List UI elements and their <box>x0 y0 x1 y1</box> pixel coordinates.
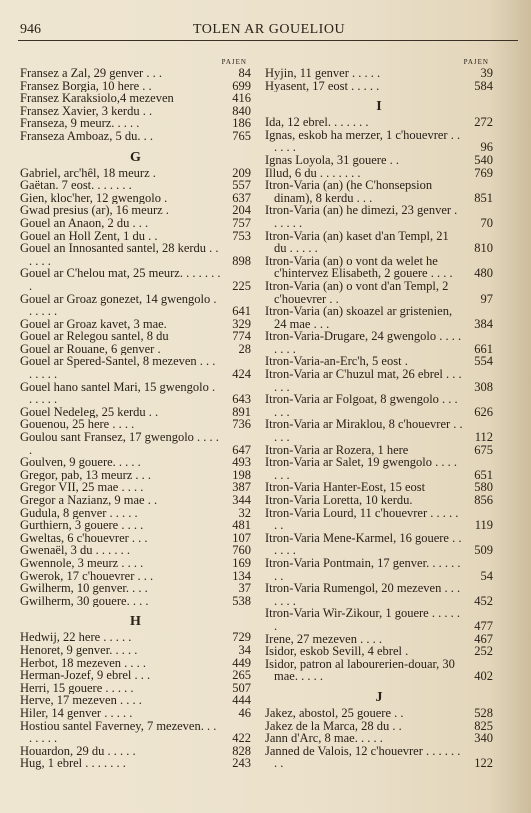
index-entry <box>20 544 251 557</box>
entry-page: 828 <box>232 743 251 758</box>
entry-page: 416 <box>232 91 251 106</box>
entry-page: 225 <box>232 278 251 293</box>
entry-name: Gouel hano santel Mari, 15 gwengolo . . . . . . <box>20 380 216 406</box>
entry-page: 810 <box>474 241 493 256</box>
entry-name: Gouel Nedeleg, 25 kerdu . . <box>20 405 159 419</box>
index-entry <box>20 318 251 331</box>
entry-page: 528 <box>474 705 493 720</box>
entry-name: Gwad presius (ar), 16 meurz . <box>20 204 169 217</box>
index-entry <box>20 469 251 482</box>
entry-name: Itron-Varia ar Salet, 19 gwengolo . . . . . . . <box>265 456 457 482</box>
index-entry <box>265 557 493 582</box>
entry-name: Gwilherm, 30 gouere. . . . <box>20 594 149 608</box>
index-entry <box>20 418 251 431</box>
entry-name: Irene, 27 mezeven . . . . <box>265 632 382 646</box>
index-entry <box>265 154 493 167</box>
index-entry <box>265 230 493 255</box>
entry-page: 480 <box>474 266 493 281</box>
letter-heading-g: G <box>130 149 141 165</box>
page-number: 946 <box>20 22 41 37</box>
entry-page: 243 <box>232 756 251 771</box>
index-entry <box>20 293 251 318</box>
index-entry <box>265 507 493 532</box>
entries-j <box>265 707 493 770</box>
entry-page: 538 <box>232 593 251 608</box>
index-entry <box>265 456 493 481</box>
entry-page: 729 <box>232 630 251 645</box>
index-entry <box>265 481 493 494</box>
entry-name: Itron-Varia Pontmain, 17 genver. . . . . . . . <box>265 556 461 583</box>
entry-page: 509 <box>474 543 493 558</box>
index-entry <box>20 644 251 657</box>
index-entry <box>265 204 493 229</box>
entries-hy <box>265 67 493 92</box>
pajen-label: PAJEN <box>463 58 489 66</box>
entry-name: Itron-Varia-an-Erc'h, 5 eost . <box>265 355 408 369</box>
index-entry <box>265 707 493 720</box>
index-entry <box>265 305 493 330</box>
index-entry <box>20 343 251 356</box>
entry-page: 554 <box>474 354 493 369</box>
index-entry <box>20 481 251 494</box>
entry-page: 651 <box>474 467 493 482</box>
entry-page: 641 <box>232 304 251 319</box>
entry-page: 481 <box>232 518 251 533</box>
entry-name: Itron-Varia (an) o vont d'an Templ, 2 c'houevrer . . <box>265 279 449 306</box>
entry-page: 647 <box>232 442 251 457</box>
index-entry <box>265 255 493 280</box>
entry-name: Itron-Varia ar Folgoat, 8 gwengolo . . . . . . <box>265 393 458 419</box>
entry-name: Gregor a Nazianz, 9 mae . . <box>20 494 158 507</box>
index-entry <box>20 130 251 143</box>
entry-name: Franseza, 9 meurz. . . . . <box>20 117 140 130</box>
entry-name: Isidor, patron al labourerien-douar, 30 mae. . . . . <box>265 657 455 683</box>
index-entry <box>265 355 493 368</box>
entry-name: Gudula, 8 genver . . . . . <box>20 506 138 520</box>
entry-page: 387 <box>232 480 251 495</box>
entry-page: 97 <box>480 291 493 306</box>
index-entry <box>265 732 493 745</box>
entry-name: Hyasent, 17 eost . . . . . <box>265 79 380 93</box>
entry-page: 449 <box>232 655 251 670</box>
pajen-label: PAJEN <box>221 58 247 66</box>
index-entry <box>20 757 251 770</box>
entry-name: Gwennole, 3 meurz . . . . <box>20 556 144 570</box>
entry-name: Hedwij, 22 here . . . . . <box>20 631 132 644</box>
entry-page: 637 <box>232 190 251 205</box>
entry-name: Gregor, pab, 13 meurz . . . <box>20 468 152 482</box>
entry-page: 675 <box>474 442 493 457</box>
index-entry <box>20 105 251 118</box>
entry-page: 272 <box>474 115 493 130</box>
entry-name: Jann d'Arc, 8 mae. . . . . <box>265 732 383 745</box>
index-entry <box>20 167 251 180</box>
entry-name: Gien, kloc'her, 12 gwengolo . <box>20 191 168 205</box>
index-entry <box>20 242 251 267</box>
index-entry <box>20 519 251 532</box>
entry-name: Itron-Varia ar C'huzul mat, 26 ebrel . . . . . . <box>265 368 462 394</box>
index-entry <box>265 494 493 507</box>
page-header <box>20 22 518 38</box>
entry-name: Itron-Varia Rumengol, 20 mezeven . . . . . . . <box>265 582 461 608</box>
entry-page: 422 <box>232 731 251 746</box>
entry-name: Itron-Varia (an) kaset d'an Templ, 21 du . . . . . <box>265 229 449 255</box>
entry-name: Gwilherm, 10 genver. . . . <box>20 582 148 595</box>
index-entry <box>265 745 493 770</box>
entries-f <box>20 67 251 143</box>
entry-page: 898 <box>232 253 251 268</box>
entry-name: Itron-Varia ar Rozera, 1 here <box>265 443 409 457</box>
entry-name: Itron-Varia ar Miraklou, 8 c'houevrer . . . . . <box>265 418 463 444</box>
index-entry <box>20 381 251 406</box>
index-entry <box>20 557 251 570</box>
entry-name: Fransez a Zal, 29 genver . . . <box>20 67 162 80</box>
entry-name: Gouel ar C'helou mat, 25 meurz. . . . . . . . <box>20 267 221 293</box>
entry-name: Gouel ar Groaz kavet, 3 mae. <box>20 317 167 331</box>
entry-name: Hiler, 14 genver . . . . . <box>20 706 133 720</box>
entry-name: Herri, 15 gouere . . . . . <box>20 681 134 695</box>
index-entry <box>265 393 493 418</box>
index-entry <box>20 745 251 758</box>
entry-page: 107 <box>232 530 251 545</box>
entry-page: 851 <box>474 190 493 205</box>
entries-g <box>20 167 251 608</box>
entry-page: 39 <box>480 66 493 80</box>
entry-page: 134 <box>232 568 251 583</box>
index-entry <box>20 682 251 695</box>
entry-name: Henoret, 9 genver. . . . . <box>20 643 138 657</box>
letter-heading-i: I <box>376 99 382 115</box>
entry-page: 198 <box>232 467 251 482</box>
index-entry <box>265 67 493 80</box>
index-entry <box>20 355 251 380</box>
entry-name: Gabriel, arc'hêl, 18 meurz . <box>20 166 156 180</box>
entry-name: Jakez, abostol, 25 gouere . . <box>265 706 404 720</box>
entry-page: 774 <box>232 329 251 344</box>
entry-name: Gouel ar Spered-Santel, 8 mezeven . . . . . . . . <box>20 355 216 381</box>
index-entry <box>265 330 493 355</box>
entry-name: Itron-Varia Wir-Zikour, 1 gouere . . . . . . <box>265 607 460 633</box>
entry-name: Herve, 17 mezeven . . . . <box>20 694 142 707</box>
entry-page: 204 <box>232 203 251 218</box>
index-entry <box>265 444 493 457</box>
index-entry <box>265 720 493 733</box>
entry-page: 753 <box>232 228 251 243</box>
entry-page: 96 <box>480 140 493 155</box>
index-entry <box>265 645 493 658</box>
entry-name: Janned de Valois, 12 c'houevrer . . . . . . . . <box>265 744 461 770</box>
entry-name: Ignas, eskob ha merzer, 1 c'houevrer . . . . . . <box>265 128 461 154</box>
index-entry <box>20 595 251 608</box>
index-entry <box>265 368 493 393</box>
entry-page: 54 <box>480 568 493 583</box>
entry-name: Fransez Karaksiolo,4 mezeven <box>20 92 174 105</box>
entry-page: 70 <box>480 215 493 230</box>
entry-page: 186 <box>232 116 251 131</box>
entry-name: Itron-Varia (an) he dimezi, 23 genver . . . . . . <box>265 204 458 230</box>
index-entry <box>20 431 251 456</box>
entry-page: 661 <box>474 341 493 356</box>
header-rule <box>18 40 518 41</box>
index-entry <box>20 217 251 230</box>
entry-page: 626 <box>474 404 493 419</box>
entry-name: Hyjin, 11 genver . . . . . <box>265 67 381 80</box>
entry-page: 37 <box>238 581 251 596</box>
index-entry <box>265 582 493 607</box>
entry-page: 28 <box>238 341 251 356</box>
index-entry <box>20 117 251 130</box>
index-entry <box>265 280 493 305</box>
entry-name: Gouenou, 25 here . . . . <box>20 418 135 432</box>
entry-name: Goulven, 9 gouere. . . . . <box>20 456 141 469</box>
entry-page: 444 <box>232 693 251 708</box>
entry-name: Herbot, 18 mezeven . . . . <box>20 656 147 670</box>
entry-name: Fransez Borgia, 10 here . . <box>20 79 152 93</box>
entries-i <box>265 116 493 683</box>
index-entry <box>20 330 251 343</box>
entry-name: Itron-Varia Mene-Karmel, 16 gouere . . . . . . <box>265 531 462 557</box>
entry-name: Itron-Varia-Drugare, 24 gwengolo . . . . . . . . <box>265 330 462 356</box>
entry-page: 452 <box>474 593 493 608</box>
entry-name: Gouel an Innosanted santel, 28 kerdu . . . . . . <box>20 242 219 268</box>
index-entry <box>20 494 251 507</box>
index-entry <box>20 582 251 595</box>
index-entry <box>20 570 251 583</box>
entry-page: 252 <box>474 644 493 659</box>
index-entry <box>20 267 251 292</box>
entry-name: Herman-Jozef, 9 ebrel . . . <box>20 669 151 682</box>
entries-h <box>20 631 251 770</box>
entry-page: 265 <box>232 668 251 683</box>
index-entry <box>20 707 251 720</box>
entry-name: Gregor VII, 25 mae . . . . <box>20 481 144 494</box>
index-entry <box>20 669 251 682</box>
entry-page: 760 <box>232 543 251 558</box>
entry-name: Itron-Varia Hanter-Eost, 15 eost <box>265 481 426 494</box>
entry-name: Jakez de la Marca, 28 du . . <box>265 719 402 733</box>
index-entry <box>20 179 251 192</box>
index-entry <box>20 204 251 217</box>
index-entry <box>265 658 493 683</box>
entry-name: Gouel an Anaon, 2 du . . . <box>20 216 149 230</box>
entry-page: 765 <box>232 128 251 143</box>
entry-name: Itron-Varia Loretta, 10 kerdu. <box>265 494 413 507</box>
entry-name: Gouel ar Rouane, 6 genver . <box>20 342 161 356</box>
entry-name: Houardon, 29 du . . . . . <box>20 744 136 758</box>
entry-page: 493 <box>232 455 251 470</box>
index-entry <box>265 633 493 646</box>
entry-name: Itron-Varia (an) (he C'honsepsion dinam), 8 kerdu . . . <box>265 179 433 205</box>
entry-page: 825 <box>474 718 493 733</box>
index-entry <box>265 607 493 632</box>
entry-page: 402 <box>474 669 493 684</box>
entry-page: 308 <box>474 379 493 394</box>
index-entry <box>20 80 251 93</box>
entry-name: Franseza Amboaz, 5 du. . . <box>20 129 153 143</box>
index-entry <box>20 631 251 644</box>
entry-name: Ida, 12 ebrel. . . . . . . <box>265 116 369 129</box>
entry-name: Gwerok, 17 c'houevrer . . . <box>20 569 154 583</box>
entry-page: 769 <box>474 165 493 180</box>
letter-heading-j: J <box>375 689 383 705</box>
index-entry <box>265 418 493 443</box>
index-entry <box>265 80 493 93</box>
entry-page: 580 <box>474 480 493 495</box>
entry-page: 757 <box>232 215 251 230</box>
entry-page: 891 <box>232 404 251 419</box>
entry-page: 540 <box>474 152 493 167</box>
entry-name: Itron-Varia (an) o vont da welet he c'hintervez Elisabeth, 2 gouere . . . . <box>265 254 453 280</box>
entry-name: Gouel ar Groaz gonezet, 14 gwengolo . . . . . . <box>20 292 217 318</box>
entry-page: 122 <box>474 756 493 771</box>
entry-page: 557 <box>232 178 251 193</box>
index-entry <box>20 192 251 205</box>
entry-name: Ignas Loyola, 31 gouere . . <box>265 153 399 167</box>
left-column <box>20 58 251 770</box>
index-entry <box>265 179 493 204</box>
entry-page: 84 <box>238 66 251 80</box>
index-entry <box>20 92 251 105</box>
entry-name: Itron-Varia (an) skoazel ar gristenien, 24 mae . . . <box>265 305 453 331</box>
entry-page: 169 <box>232 555 251 570</box>
index-entry <box>265 116 493 129</box>
entry-page: 467 <box>474 631 493 646</box>
entry-page: 856 <box>474 493 493 507</box>
index-entry <box>20 507 251 520</box>
entry-page: 507 <box>232 680 251 695</box>
index-entry <box>20 657 251 670</box>
entry-page: 344 <box>232 493 251 507</box>
entry-page: 736 <box>232 417 251 432</box>
entry-page: 329 <box>232 316 251 331</box>
index-entry <box>20 67 251 80</box>
entry-name: Gurthiern, 3 gouere . . . . <box>20 519 144 532</box>
entry-name: Fransez Xavier, 3 kerdu . . <box>20 104 153 118</box>
entry-page: 46 <box>238 705 251 720</box>
entry-page: 340 <box>474 731 493 746</box>
entry-name: Gouel an Holl Zent, 1 du . . <box>20 229 158 243</box>
index-entry <box>265 532 493 557</box>
letter-heading-h: H <box>130 614 141 630</box>
entry-page: 112 <box>474 430 493 445</box>
entry-name: Gwenaël, 3 du . . . . . . <box>20 544 131 557</box>
index-entry <box>265 129 493 154</box>
entry-name: Hug, 1 ebrel . . . . . . . <box>20 757 126 770</box>
entry-page: 424 <box>232 367 251 382</box>
entry-name: Isidor, eskob Sevill, 4 ebrel . <box>265 645 409 658</box>
entry-page: 34 <box>238 642 251 657</box>
index-entry <box>20 230 251 243</box>
index-entry <box>20 456 251 469</box>
index-entry <box>20 694 251 707</box>
right-column <box>265 58 493 770</box>
entry-page: 477 <box>474 618 493 633</box>
entry-page: 699 <box>232 78 251 93</box>
entry-name: Illud, 6 du . . . . . . . <box>265 166 361 180</box>
running-title: TOLEN AR GOUELIOU <box>192 22 346 37</box>
entry-name: Gouel ar Relegou santel, 8 du <box>20 330 169 343</box>
entry-page: 643 <box>232 392 251 407</box>
index-entry <box>265 167 493 180</box>
entry-page: 32 <box>238 505 251 520</box>
entry-page: 119 <box>474 518 493 533</box>
entry-name: Itron-Varia Lourd, 11 c'houevrer . . . . . . . <box>265 506 459 532</box>
entry-page: 584 <box>474 78 493 93</box>
index-entry <box>20 720 251 745</box>
entry-name: Gaëtan. 7 eost. . . . . . . <box>20 179 132 192</box>
index-entry <box>20 532 251 545</box>
entry-name: Gweltas, 6 c'houevrer . . . <box>20 531 148 545</box>
index-entry <box>20 406 251 419</box>
entry-name: Goulou sant Fransez, 17 gwengolo . . . . . <box>20 431 219 457</box>
entry-page: 840 <box>232 103 251 118</box>
entry-name: Hostiou santel Faverney, 7 mezeven. . . . . . . . <box>20 719 217 745</box>
entry-page: 384 <box>474 316 493 331</box>
entry-page: 209 <box>232 165 251 180</box>
